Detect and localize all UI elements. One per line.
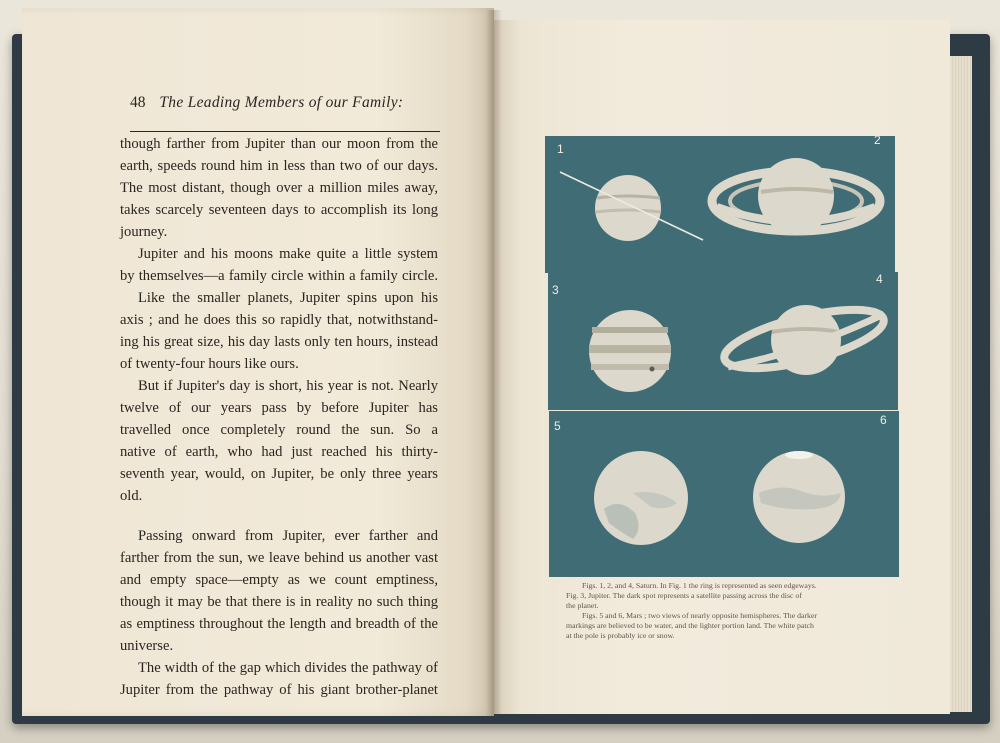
plate-caption-line: Figs. 5 and 6, Mars ; two views of nearly opposite hemispheres. The darker bbox=[582, 611, 818, 620]
figure-number: 2 bbox=[874, 133, 881, 147]
plate-caption-line: at the pole is probably ice or snow. bbox=[566, 631, 675, 640]
running-head bbox=[130, 94, 450, 112]
figure-number: 6 bbox=[880, 413, 887, 427]
plate-illustration bbox=[545, 136, 895, 273]
head-rule bbox=[130, 131, 440, 132]
text-line: The width of the gap which divides the pathway of bbox=[138, 660, 438, 676]
text-line: old. bbox=[120, 488, 143, 504]
text-line: travelled once completely round the sun. So a bbox=[120, 422, 438, 438]
text-line: The most distant, though over a million miles away, bbox=[120, 180, 438, 196]
text-line: Passing onward from Jupiter, ever farther and bbox=[138, 528, 438, 544]
text-line: native of earth, who had just reached his thirty- bbox=[120, 444, 438, 460]
text-line: ing his great size, his day lasts only ten hours, instead bbox=[120, 334, 438, 350]
plate-caption-line: Figs. 1, 2, and 4, Saturn. In Fig. 1 the ring is represented as seen edgeways. bbox=[582, 581, 817, 590]
text-line: journey. bbox=[120, 224, 168, 240]
plate-caption-line: markings are believed to be water, and the lighter portion land. The white patch bbox=[566, 621, 814, 630]
text-line: Jupiter from the pathway of his giant brother-planet bbox=[120, 682, 438, 698]
plate-illustration bbox=[548, 272, 894, 410]
text-line: Like the smaller planets, Jupiter spins upon his bbox=[138, 290, 438, 306]
figure-number: 3 bbox=[552, 283, 559, 297]
text-line: seventh year, would, on Jupiter, be only three years bbox=[120, 466, 438, 482]
planet-jupiter bbox=[589, 310, 671, 392]
planet-mars-view-b bbox=[753, 451, 845, 543]
text-line: farther from the sun, we leave behind us another vast bbox=[120, 550, 438, 566]
text-line: though it may be that there is in reality no such thing bbox=[120, 594, 438, 610]
planet-saturn-tilted bbox=[719, 298, 889, 380]
text-line: as emptiness throughout the length and breadth of the bbox=[120, 616, 438, 632]
book-gutter bbox=[486, 10, 502, 716]
running-head-title: The Leading Members of our Family: bbox=[159, 94, 404, 111]
text-line: by themselves—a family circle within a family circle. bbox=[120, 268, 438, 284]
planet-saturn-ringed bbox=[712, 158, 880, 234]
text-line: axis ; and he does this so rapidly that, notwithstand- bbox=[120, 312, 438, 328]
plate-panel-top bbox=[545, 133, 895, 273]
text-line: Jupiter and his moons make quite a little system bbox=[138, 246, 438, 262]
figure-number: 5 bbox=[554, 419, 561, 433]
text-line: of twenty-four hours like ours. bbox=[120, 356, 299, 372]
text-line: universe. bbox=[120, 638, 174, 654]
text-line: earth, speeds round him in less than two of our days. bbox=[120, 158, 438, 174]
figure-number: 1 bbox=[557, 142, 564, 156]
plate-panel-middle bbox=[548, 272, 898, 410]
text-line: twelve of our years pass by before Jupiter has bbox=[120, 400, 438, 416]
text-line: though farther from Jupiter than our moon from the bbox=[120, 136, 438, 152]
planet-saturn-edgeways bbox=[560, 172, 703, 241]
plate-caption-line: the planet. bbox=[566, 601, 599, 610]
page-edges bbox=[950, 56, 972, 712]
text-line: and empty space—empty as we count emptiness, bbox=[120, 572, 438, 588]
figure-number: 4 bbox=[876, 272, 883, 286]
planet-mars-view-a bbox=[594, 451, 688, 545]
text-line: But if Jupiter's day is short, his year is not. Nearly bbox=[138, 378, 438, 394]
page-number: 48 bbox=[130, 94, 146, 111]
text-line: takes scarcely seventeen days to accomplish its long bbox=[120, 202, 438, 218]
plate-caption-line: Fig. 3, Jupiter. The dark spot represents a satellite passing across the disc of bbox=[566, 591, 802, 600]
plate-illustration bbox=[549, 411, 897, 577]
plate-panel-bottom bbox=[549, 411, 899, 577]
